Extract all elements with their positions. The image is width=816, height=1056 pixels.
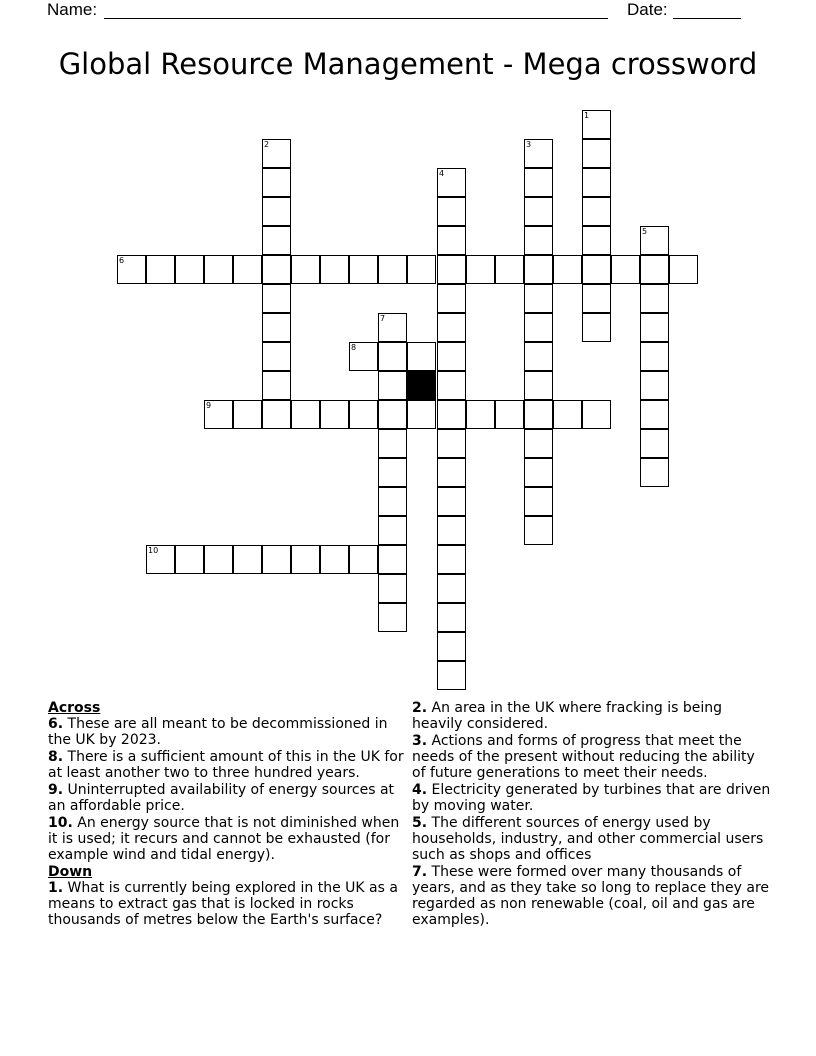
crossword-cell[interactable] [524, 400, 553, 429]
clue-number: 9. [48, 782, 64, 798]
crossword-cell[interactable] [437, 429, 466, 458]
clue-down-5 [412, 815, 772, 863]
crossword-cell[interactable] [524, 342, 553, 371]
clue-text: What is currently being explored in the UK as a means to extract gas that is locked in rocks thousands of metres below the Earth's surface? [48, 880, 398, 928]
crossword-cell[interactable] [291, 400, 320, 429]
cell-number: 3 [526, 140, 532, 149]
crossword-cell[interactable] [437, 603, 466, 632]
clue-down-4 [412, 782, 772, 814]
crossword-cell[interactable] [233, 400, 262, 429]
clue-across-8 [48, 749, 404, 781]
blocked-cell [407, 371, 436, 400]
crossword-cell[interactable] [175, 255, 204, 284]
crossword-cell[interactable] [640, 429, 669, 458]
clue-text: An area in the UK where fracking is being heavily considered. [412, 700, 723, 732]
crossword-cell[interactable] [582, 168, 611, 197]
clue-number: 8. [48, 749, 64, 765]
crossword-cell[interactable] [524, 371, 553, 400]
crossword-cell[interactable] [262, 371, 291, 400]
crossword-cell[interactable] [291, 255, 320, 284]
cell-number: 10 [148, 546, 159, 555]
crossword-cell[interactable] [640, 284, 669, 313]
crossword-cell[interactable] [437, 255, 466, 284]
crossword-cell[interactable] [437, 197, 466, 226]
crossword-cell[interactable] [378, 603, 407, 632]
page-title: Global Resource Management - Mega crossword [58, 47, 758, 81]
crossword-cell[interactable] [553, 400, 582, 429]
crossword-cell[interactable] [582, 255, 611, 284]
crossword-cell[interactable] [640, 342, 669, 371]
crossword-cell[interactable] [291, 545, 320, 574]
crossword-cell[interactable] [407, 400, 436, 429]
clues-left-column [48, 700, 404, 929]
clue-text: These are all meant to be decommissioned in the UK by 2023. [48, 716, 388, 748]
crossword-cell[interactable] [640, 255, 669, 284]
crossword-cell[interactable] [582, 110, 611, 139]
date-label: Date: [627, 0, 668, 19]
crossword-cell[interactable] [524, 168, 553, 197]
crossword-cell[interactable] [437, 226, 466, 255]
crossword-cell[interactable] [640, 313, 669, 342]
clue-text: Actions and forms of progress that meet the needs of the present without reducing the ability of future generations to meet their needs. [412, 733, 755, 781]
crossword-cell[interactable] [233, 545, 262, 574]
crossword-cell[interactable] [524, 487, 553, 516]
crossword-cell[interactable] [437, 458, 466, 487]
crossword-cell[interactable] [582, 226, 611, 255]
crossword-cell[interactable] [349, 342, 378, 371]
crossword-cell[interactable] [640, 371, 669, 400]
crossword-cell[interactable] [204, 255, 233, 284]
crossword-cell[interactable] [378, 313, 407, 342]
clue-number: 1. [48, 880, 64, 896]
crossword-cell[interactable] [349, 545, 378, 574]
crossword-cell[interactable] [437, 168, 466, 197]
across-heading: Across [48, 700, 101, 716]
crossword-cell[interactable] [437, 400, 466, 429]
crossword-cell[interactable] [320, 400, 349, 429]
crossword-cell[interactable] [378, 458, 407, 487]
crossword-cell[interactable] [582, 284, 611, 313]
crossword-cell[interactable] [466, 255, 495, 284]
crossword-cell[interactable] [320, 255, 349, 284]
cell-number: 5 [642, 227, 648, 236]
crossword-cell[interactable] [262, 284, 291, 313]
clue-across-6 [48, 716, 404, 748]
crossword-cell[interactable] [262, 197, 291, 226]
crossword-cell[interactable] [437, 371, 466, 400]
crossword-cell[interactable] [640, 400, 669, 429]
crossword-cell[interactable] [466, 400, 495, 429]
clue-text: The different sources of energy used by households, industry, and other commercial users such as shops and offices [412, 815, 764, 863]
crossword-cell[interactable] [524, 197, 553, 226]
crossword-cell[interactable] [233, 255, 262, 284]
cell-number: 8 [351, 343, 357, 352]
crossword-cell[interactable] [437, 545, 466, 574]
crossword-cell[interactable] [524, 516, 553, 545]
clue-number: 6. [48, 716, 64, 732]
clue-text: These were formed over many thousands of years, and as they take so long to replace they are regarded as non renewable (coal, oil and gas are examples). [412, 864, 769, 928]
crossword-cell[interactable] [204, 545, 233, 574]
clue-text: Uninterrupted availability of energy sources at an affordable price. [48, 782, 395, 814]
crossword-cell[interactable] [582, 400, 611, 429]
crossword-cell[interactable] [524, 458, 553, 487]
crossword-cell[interactable] [262, 168, 291, 197]
crossword-cell[interactable] [262, 342, 291, 371]
crossword-cell[interactable] [349, 255, 378, 284]
clue-text: Electricity generated by turbines that are driven by moving water. [412, 782, 771, 814]
crossword-cell[interactable] [262, 255, 291, 284]
crossword-cell[interactable] [262, 400, 291, 429]
crossword-cell[interactable] [378, 545, 407, 574]
cell-number: 6 [119, 256, 125, 265]
crossword-cell[interactable] [524, 313, 553, 342]
crossword-cell[interactable] [378, 429, 407, 458]
cell-number: 2 [264, 140, 270, 149]
cell-number: 9 [206, 401, 212, 410]
crossword-cell[interactable] [378, 371, 407, 400]
crossword-cell[interactable] [262, 139, 291, 168]
crossword-cell[interactable] [437, 516, 466, 545]
clue-number: 10. [48, 815, 73, 831]
down-heading: Down [48, 864, 93, 880]
clue-down-3 [412, 733, 772, 781]
crossword-cell[interactable] [582, 313, 611, 342]
clue-number: 7. [412, 864, 428, 880]
crossword-cell[interactable] [378, 342, 407, 371]
crossword-cell[interactable] [262, 313, 291, 342]
crossword-cell[interactable] [262, 545, 291, 574]
clue-down-7 [412, 864, 772, 928]
crossword-cell[interactable] [640, 458, 669, 487]
clue-down-1 [48, 880, 404, 928]
clue-down-2 [412, 700, 772, 732]
cell-number: 1 [584, 111, 590, 120]
crossword-cell[interactable] [553, 255, 582, 284]
crossword-cell[interactable] [582, 139, 611, 168]
crossword-cell[interactable] [407, 342, 436, 371]
crossword-cell[interactable] [640, 226, 669, 255]
crossword-cell[interactable] [437, 342, 466, 371]
cell-number: 7 [380, 314, 386, 323]
clue-number: 2. [412, 700, 428, 716]
crossword-cell[interactable] [437, 487, 466, 516]
cell-number: 4 [439, 169, 445, 178]
crossword-cell[interactable] [437, 632, 466, 661]
crossword-cell[interactable] [378, 487, 407, 516]
crossword-cell[interactable] [669, 255, 698, 284]
crossword-cell[interactable] [378, 255, 407, 284]
crossword-cell[interactable] [146, 545, 175, 574]
clue-number: 5. [412, 815, 428, 831]
crossword-cell[interactable] [524, 429, 553, 458]
crossword-cell[interactable] [146, 255, 175, 284]
crossword-cell[interactable] [495, 255, 524, 284]
crossword-cell[interactable] [378, 574, 407, 603]
crossword-cell[interactable] [437, 574, 466, 603]
clue-text: There is a sufficient amount of this in the UK for at least another two to three hundred years. [48, 749, 404, 781]
clues-right-column [412, 700, 772, 929]
name-label: Name: [47, 0, 98, 19]
crossword-cell[interactable] [117, 255, 146, 284]
crossword-cell[interactable] [582, 197, 611, 226]
crossword-cell[interactable] [524, 255, 553, 284]
crossword-cell[interactable] [611, 255, 640, 284]
crossword-cell[interactable] [378, 400, 407, 429]
crossword-cell[interactable] [349, 400, 378, 429]
crossword-cell[interactable] [262, 226, 291, 255]
crossword-cell[interactable] [524, 139, 553, 168]
crossword-cell[interactable] [204, 400, 233, 429]
clue-text: An energy source that is not diminished when it is used; it recurs and cannot be exhausted (for example wind and tidal energy). [48, 815, 400, 863]
crossword-cell[interactable] [378, 516, 407, 545]
crossword-cell[interactable] [437, 313, 466, 342]
crossword-cell[interactable] [437, 661, 466, 690]
crossword-cell[interactable] [495, 400, 524, 429]
clue-across-9 [48, 782, 404, 814]
crossword-cell[interactable] [407, 255, 436, 284]
crossword-cell[interactable] [437, 284, 466, 313]
clue-number: 3. [412, 733, 428, 749]
crossword-cell[interactable] [524, 284, 553, 313]
clue-across-10 [48, 815, 404, 863]
crossword-cell[interactable] [524, 226, 553, 255]
crossword-cell[interactable] [320, 545, 349, 574]
clue-number: 4. [412, 782, 428, 798]
crossword-cell[interactable] [175, 545, 204, 574]
